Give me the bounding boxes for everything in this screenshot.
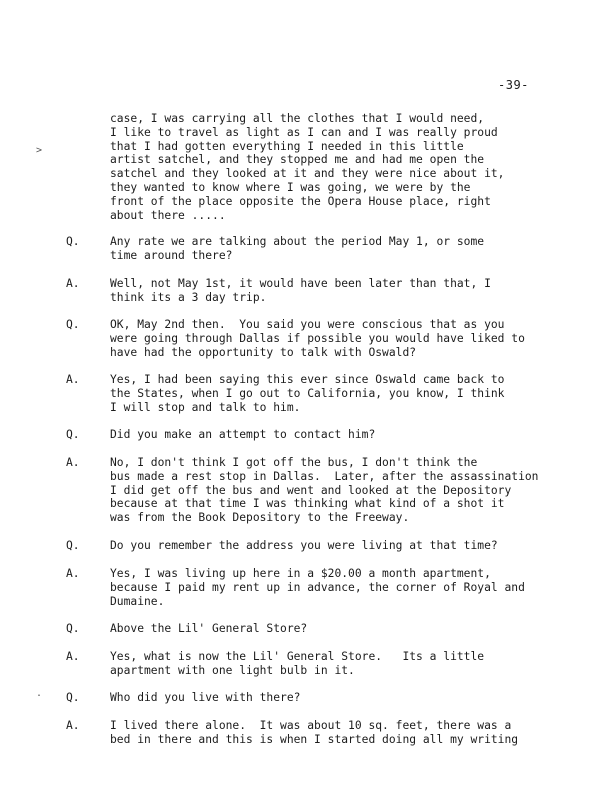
- speaker-label: A.: [66, 373, 80, 386]
- text-line: OK, May 2nd then. You said you were conscious that as you: [110, 318, 505, 331]
- page-number: -39-: [498, 78, 529, 92]
- text-line: Yes, I had been saying this ever since Oswald came back to: [110, 373, 505, 386]
- speaker-label: Q.: [66, 235, 80, 248]
- text-line: because I paid my rent up in advance, the corner of Royal and: [110, 580, 525, 594]
- text-line: I lived there alone. It was about 10 sq. feet, there was a: [110, 719, 512, 732]
- margin-mark: .: [36, 688, 43, 699]
- text-line: have had the opportunity to talk with Oswald?: [110, 345, 417, 359]
- speaker-label: A.: [66, 277, 80, 290]
- text-line: I like to travel as light as I can and I was really proud: [110, 125, 498, 139]
- speaker-label: Q.: [66, 539, 80, 552]
- text-line: bed in there and this is when I started doing all my writing: [110, 732, 519, 746]
- text-line: they wanted to know where I was going, we were by the: [110, 181, 471, 194]
- text-line: about there .....: [110, 208, 226, 222]
- text-line: artist satchel, and they stopped me and had me open the: [110, 153, 485, 167]
- text-line: the States, when I go out to California, you know, I think: [110, 386, 505, 400]
- text-line: I will stop and talk to him.: [110, 400, 301, 414]
- text-line: Dumaine.: [110, 594, 165, 608]
- speaker-label: A.: [66, 567, 80, 580]
- speaker-label: A.: [66, 719, 80, 732]
- text-line: Do you remember the address you were living at that time?: [110, 539, 498, 552]
- text-line: were going through Dallas if possible you would have liked to: [110, 331, 525, 345]
- text-line: case, I was carrying all the clothes that I would need,: [110, 112, 485, 125]
- text-line: I did get off the bus and went and looked at the Depository: [110, 483, 512, 497]
- text-line: apartment with one light bulb in it.: [110, 663, 355, 677]
- text-line: Who did you live with there?: [110, 691, 301, 704]
- speaker-label: A.: [66, 650, 80, 663]
- text-line: No, I don't think I got off the bus, I don't think the: [110, 456, 478, 469]
- text-line: front of the place opposite the Opera House place, right: [110, 194, 491, 208]
- text-line: Yes, I was living up here in a $20.00 a month apartment,: [110, 567, 491, 580]
- text-line: Any rate we are talking about the period May 1, or some: [110, 235, 485, 248]
- text-line: was from the Book Depository to the Freeway.: [110, 511, 410, 525]
- speaker-label: A.: [66, 456, 80, 469]
- text-line: bus made a rest stop in Dallas. Later, after the assassination: [110, 469, 539, 483]
- speaker-label: Q.: [66, 691, 80, 704]
- text-line: time around there?: [110, 248, 233, 262]
- text-line: that I had gotten everything I needed in this little: [110, 139, 464, 153]
- text-line: satchel and they looked at it and they were nice about it,: [110, 167, 505, 181]
- text-line: think its a 3 day trip.: [110, 290, 267, 304]
- speaker-label: Q.: [66, 428, 80, 441]
- text-line: Well, not May 1st, it would have been later than that, I: [110, 277, 491, 290]
- text-line: Did you make an attempt to contact him?: [110, 428, 376, 441]
- speaker-label: Q.: [66, 622, 80, 635]
- text-line: because at that time I was thinking what kind of a shot it: [110, 497, 505, 511]
- speaker-label: Q.: [66, 318, 80, 331]
- margin-mark: >: [36, 145, 43, 156]
- text-line: Yes, what is now the Lil' General Store. Its a little: [110, 650, 485, 663]
- text-line: Above the Lil' General Store?: [110, 622, 308, 635]
